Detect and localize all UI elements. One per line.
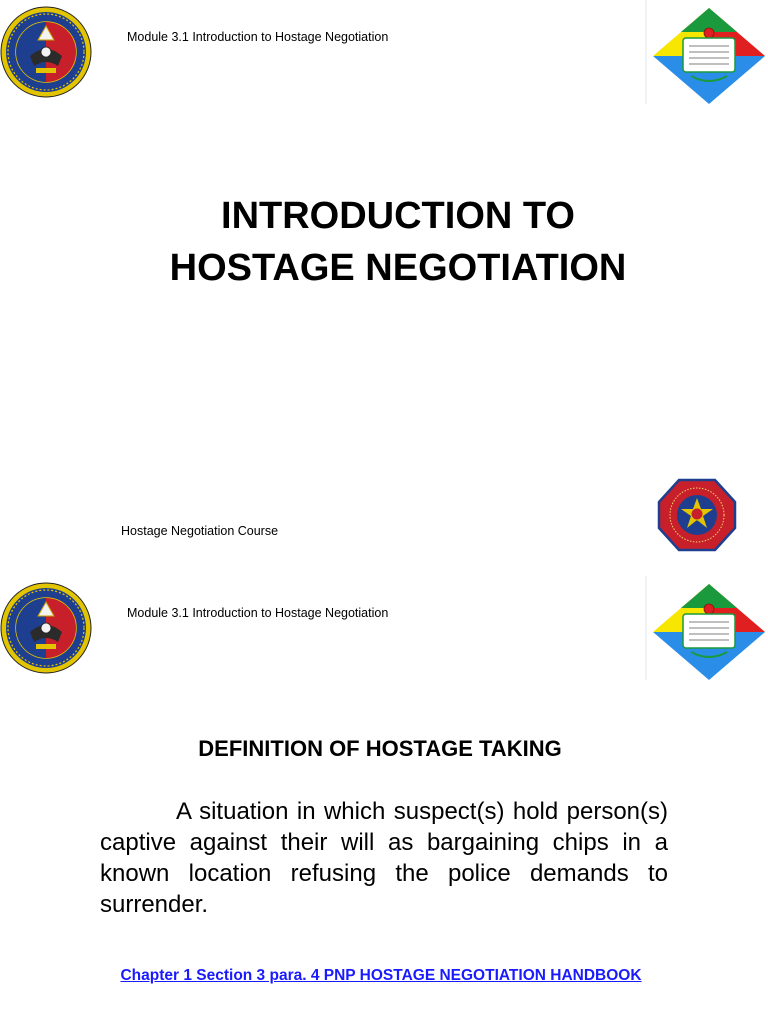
module-header: Module 3.1 Introduction to Hostage Negotiation [127, 606, 389, 620]
ppsc-seal-icon [0, 582, 92, 674]
training-school-diamond-icon [645, 576, 768, 684]
course-footer: Hostage Negotiation Course [121, 524, 279, 538]
main-title-line-2: HOSTAGE NEGOTIATION [169, 247, 627, 289]
definition-text: A situation in which suspect(s) hold person(s) captive against their will as bargaining chips in a known location refusing the police demands to surrender. [100, 798, 668, 918]
training-school-diamond-icon [645, 0, 768, 108]
section-title: DEFINITION OF HOSTAGE TAKING [198, 736, 562, 761]
main-title [60, 190, 736, 294]
definition-slide [0, 576, 768, 1024]
ppsc-seal-icon [0, 6, 92, 98]
pnp-seal-icon [657, 478, 737, 552]
main-title-line-1: INTRODUCTION TO [221, 195, 575, 237]
module-header: Module 3.1 Introduction to Hostage Negotiation [127, 30, 389, 44]
source-reference-link[interactable]: Chapter 1 Section 3 para. 4 PNP HOSTAGE NEGOTIATION HANDBOOK [120, 967, 642, 984]
